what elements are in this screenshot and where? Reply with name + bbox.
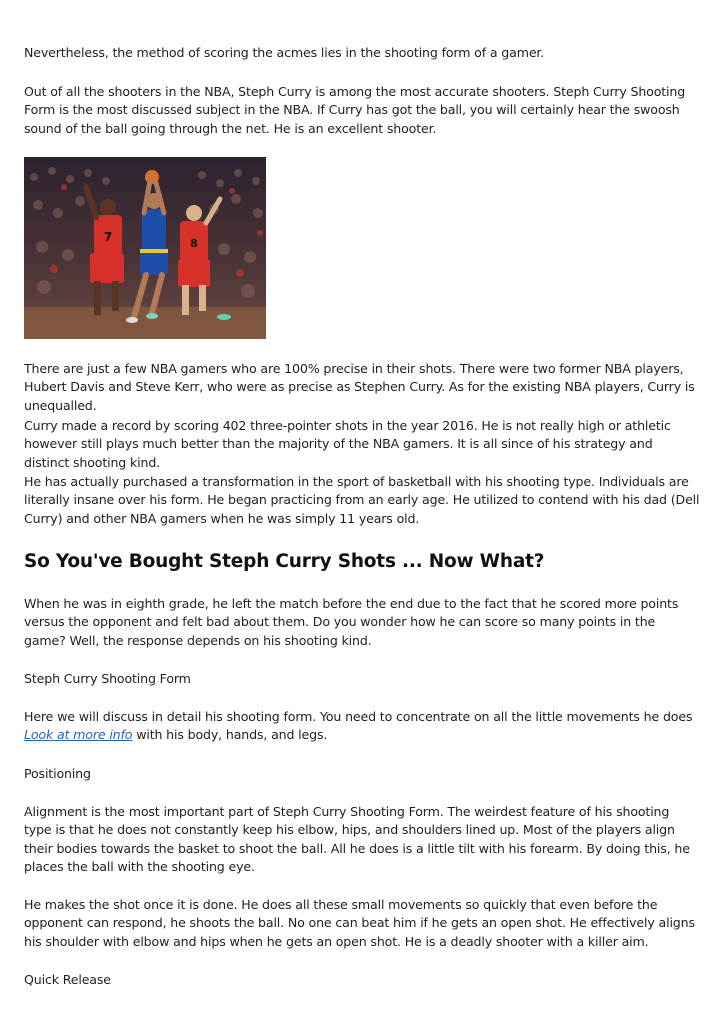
- section-heading: So You've Bought Steph Curry Shots ... Now What?: [24, 551, 545, 572]
- paragraph-record: Curry made a record by scoring 402 three-pointer shots in the year 2016. He is not really high or athletic however still plays much better than the majority of the NBA gamers. It is all since of his strategy and distinct shooting kind.: [24, 418, 671, 470]
- paragraph-precise-players: There are just a few NBA gamers who are 100% precise in their shots. There were two former NBA players, Hubert Davis and Steve Kerr, who were as precise as Stephen Curry. As for the existing NBA players, Curry is unequalled.: [24, 361, 695, 413]
- curry-shooting-photo: [24, 157, 266, 339]
- paragraph-transformation: He has actually purchased a transformation in the sport of basketball with his shooting type. Individuals are literally insane over his form. He began practicing from an early age. He utilized to contend with his dad (Dell Curry) and other NBA gamers when he was simply 11 years old.: [24, 474, 700, 526]
- paragraph-detail: [24, 708, 700, 745]
- paragraph-eighth-grade: When he was in eighth grade, he left the match before the end due to the fact that he scored more points versus the opponent and felt bad about them. Do you wonder how he can score so many points in the game? Well, the response depends on his shooting kind.: [24, 596, 679, 648]
- paragraph-alignment: Alignment is the most important part of Steph Curry Shooting Form. The weirdest feature of his shooting type is that he does not constantly keep his elbow, hips, and shoulders lined up. Most of the players align their bodies towards the basket to shoot the ball. All he does is a little tilt with his forearm. By doing this, he places the ball with the shooting eye.: [24, 804, 690, 875]
- detail-text-before: Here we will discuss in detail his shooting form. You need to concentrate on all the little movements he does: [24, 709, 693, 724]
- paragraph-intro: Nevertheless, the method of scoring the acmes lies in the shooting form of a gamer.: [24, 45, 545, 60]
- subheading-shooting-form: Steph Curry Shooting Form: [24, 671, 191, 686]
- jersey-number-right: 8: [190, 237, 198, 250]
- paragraph-quick-shot: He makes the shot once it is done. He does all these small movements so quickly that even before the opponent can respond, he shoots the ball. No one can beat him if he gets an open shot. He effectively aligns his shoulder with elbow and hips when he gets an open shot. He is a deadly shooter with a killer aim.: [24, 897, 695, 949]
- subheading-positioning: Positioning: [24, 766, 91, 781]
- detail-text-after: with his body, hands, and legs.: [132, 727, 328, 743]
- jersey-number-left: 7: [103, 230, 113, 244]
- look-at-more-info-link[interactable]: Look at more info: [24, 727, 133, 743]
- paragraph-accurate-shooter: Out of all the shooters in the NBA, Steph Curry is among the most accurate shooters. Steph Curry Shooting Form is the most discussed subject in the NBA. If Curry has got the ball, you will certainly hear the swoosh sound of the ball going through the net. He is an excellent shooter.: [24, 84, 686, 136]
- subheading-quick-release: Quick Release: [24, 972, 111, 987]
